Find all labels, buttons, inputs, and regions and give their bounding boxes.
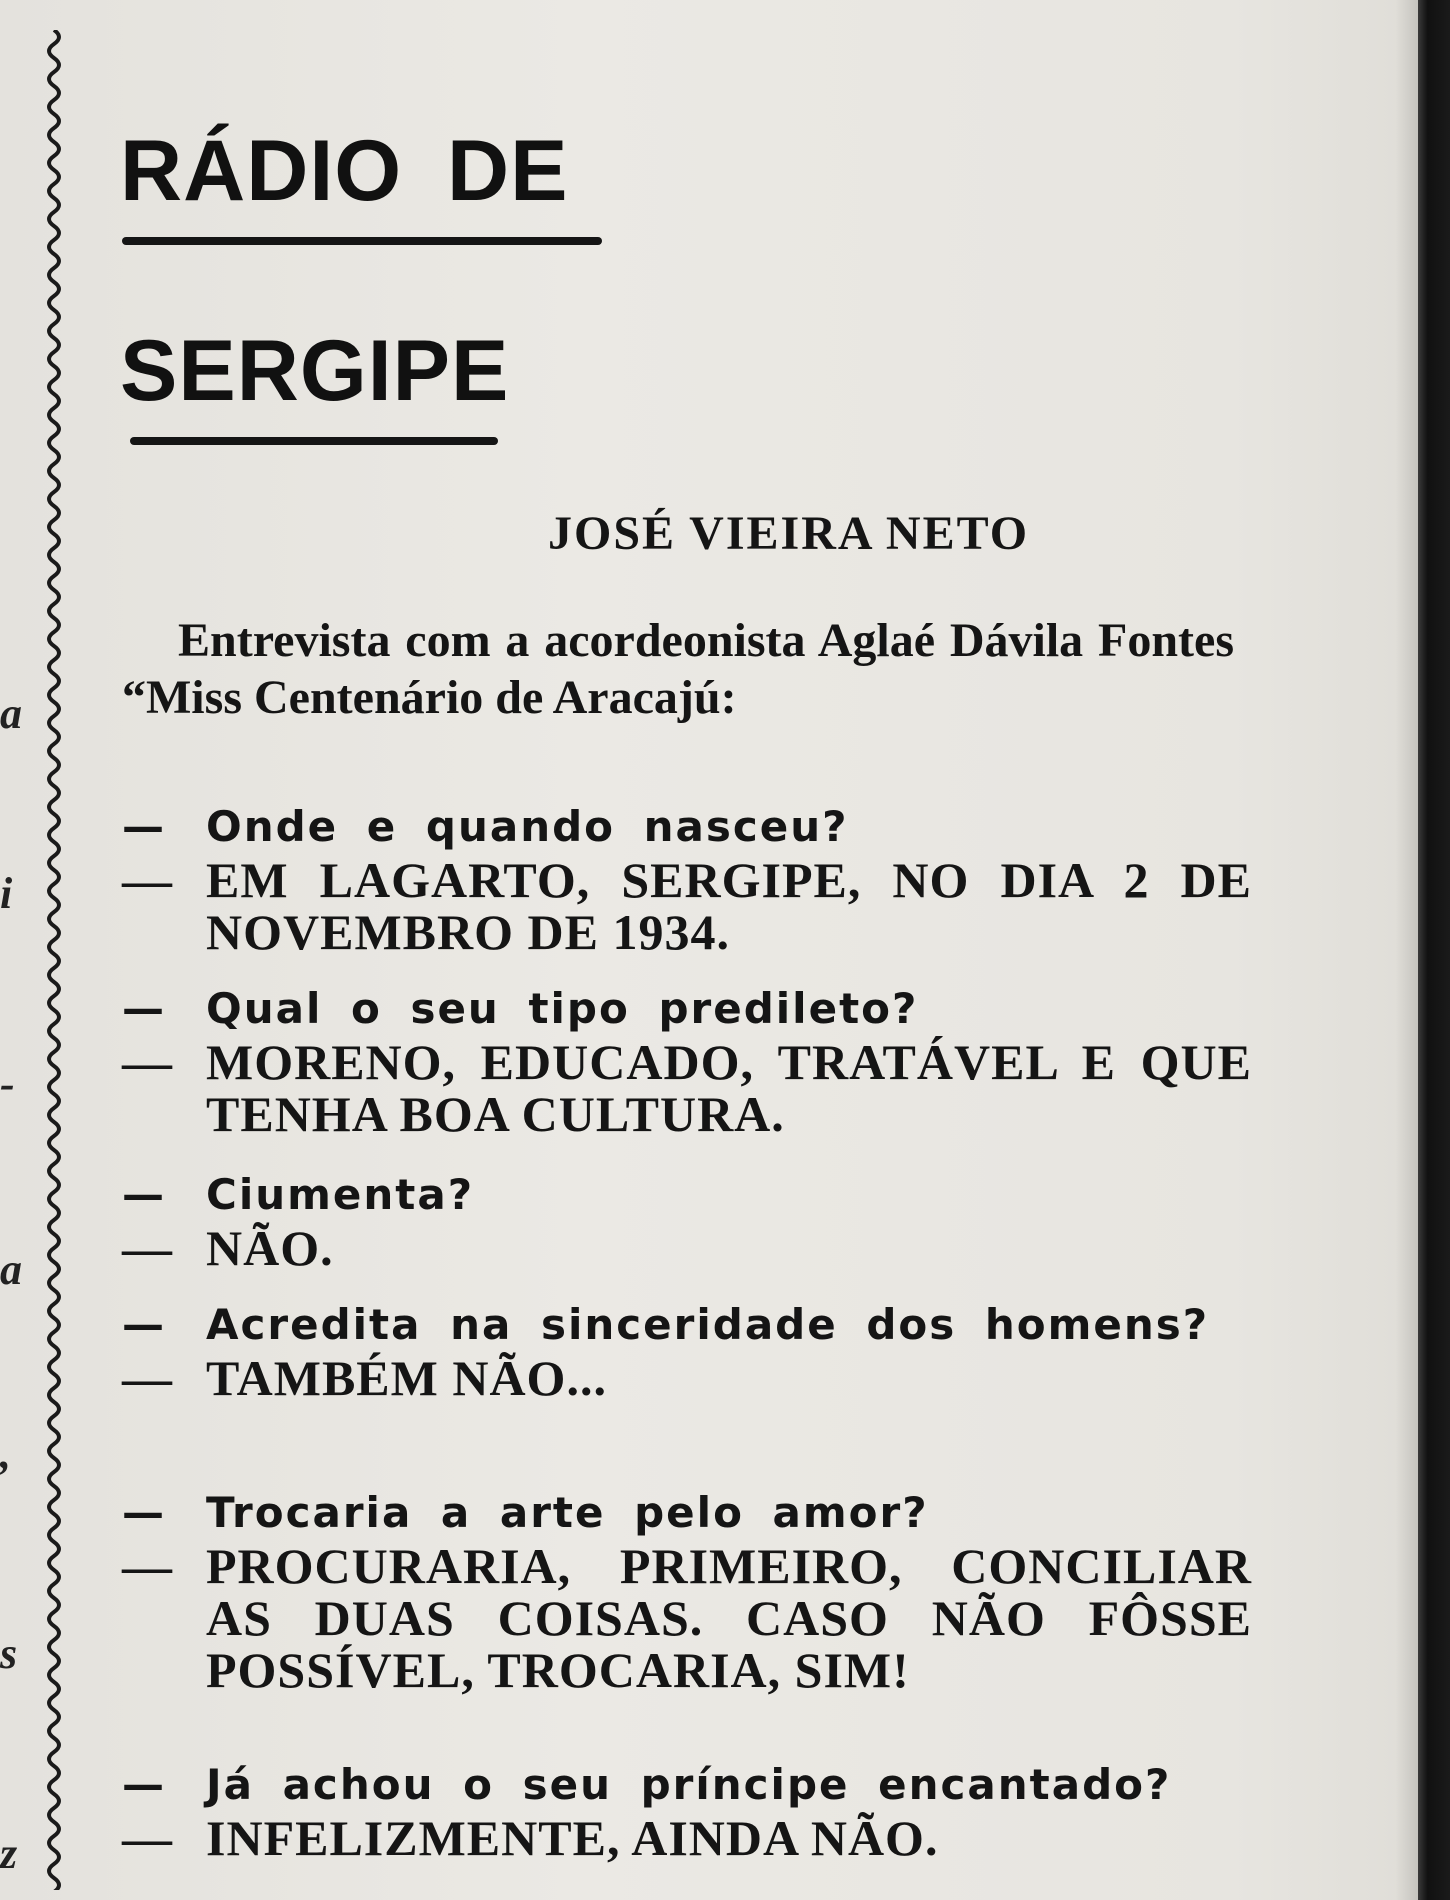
left-fragment: z	[0, 1829, 18, 1878]
answer-text: EM LAGARTO, SERGIPE, NO DIA 2 DE NOVEMBRO DE 1934.	[206, 852, 1252, 960]
em-dash: —	[122, 1760, 166, 1809]
em-dash: —	[122, 1538, 173, 1594]
question-text: Já achou o seu príncipe encantado?	[206, 1760, 1172, 1809]
em-dash: —	[122, 1220, 173, 1276]
byline: JOSÉ VIEIRA NETO	[548, 507, 1030, 560]
question	[122, 1758, 1252, 1812]
left-fragment: i	[0, 869, 13, 918]
answer-text: MORENO, EDUCADO, TRATÁVEL E QUE TENHA BOA CULTURA.	[206, 1034, 1252, 1142]
answer-text: PROCURARIA, PRIMEIRO, CONCILIAR AS DUAS COISAS. CASO NÃO FÔSSE POSSÍVEL, TROCARIA, SIM!	[206, 1538, 1252, 1698]
qa-block	[122, 982, 1252, 1140]
question-text: Ciumenta?	[206, 1170, 475, 1219]
answer-text: NÃO.	[206, 1220, 334, 1276]
question	[122, 982, 1252, 1036]
question-text: Trocaria a arte pelo amor?	[206, 1488, 929, 1537]
left-fragment: s	[0, 1629, 18, 1678]
em-dash: —	[122, 852, 173, 908]
question-text: Onde e quando nasceu?	[206, 802, 849, 851]
qa-block	[122, 1486, 1252, 1696]
question	[122, 800, 1252, 854]
left-column-fragments	[0, 0, 36, 1900]
left-fragment: -	[0, 1059, 15, 1108]
wavy-column-rule	[36, 30, 76, 1890]
qa-block	[122, 800, 1252, 958]
intro-paragraph: Entrevista com a acordeonista Aglaé Dávila Fontes “Miss Centenário de Aracajú:	[122, 614, 1234, 724]
em-dash: —	[122, 1810, 173, 1866]
question-text: Qual o seu tipo predileto?	[206, 984, 919, 1033]
em-dash: —	[122, 1350, 173, 1406]
left-fragment: a	[0, 1245, 22, 1294]
left-fragment: a	[0, 689, 22, 738]
answer	[122, 854, 1252, 958]
answer	[122, 1222, 1252, 1274]
qa-block	[122, 1298, 1252, 1404]
headline-line-1: RÁDIO DE	[120, 123, 569, 219]
em-dash: —	[122, 802, 166, 851]
question	[122, 1298, 1252, 1352]
answer-text: INFELIZMENTE, AINDA NÃO.	[206, 1810, 939, 1866]
em-dash: —	[122, 984, 166, 1033]
answer	[122, 1036, 1252, 1140]
em-dash: —	[122, 1300, 166, 1349]
question	[122, 1486, 1252, 1540]
headline-underline	[130, 437, 498, 445]
question	[122, 1168, 1252, 1222]
qa-block	[122, 1758, 1252, 1864]
left-fragment: ,	[0, 1429, 11, 1478]
answer	[122, 1352, 1252, 1404]
qa-block	[122, 1168, 1252, 1274]
page-fold-shadow	[1395, 0, 1419, 1900]
em-dash: —	[122, 1170, 166, 1219]
question-text: Acredita na sinceridade dos homens?	[206, 1300, 1210, 1349]
answer	[122, 1540, 1252, 1696]
em-dash: —	[122, 1488, 166, 1537]
answer-text: TAMBÉM NÃO...	[206, 1350, 607, 1406]
em-dash: —	[122, 1034, 173, 1090]
headline-line-2: SERGIPE	[120, 323, 510, 419]
scan-dark-edge	[1418, 0, 1450, 1900]
headline-underline	[122, 237, 602, 245]
answer	[122, 1812, 1252, 1864]
